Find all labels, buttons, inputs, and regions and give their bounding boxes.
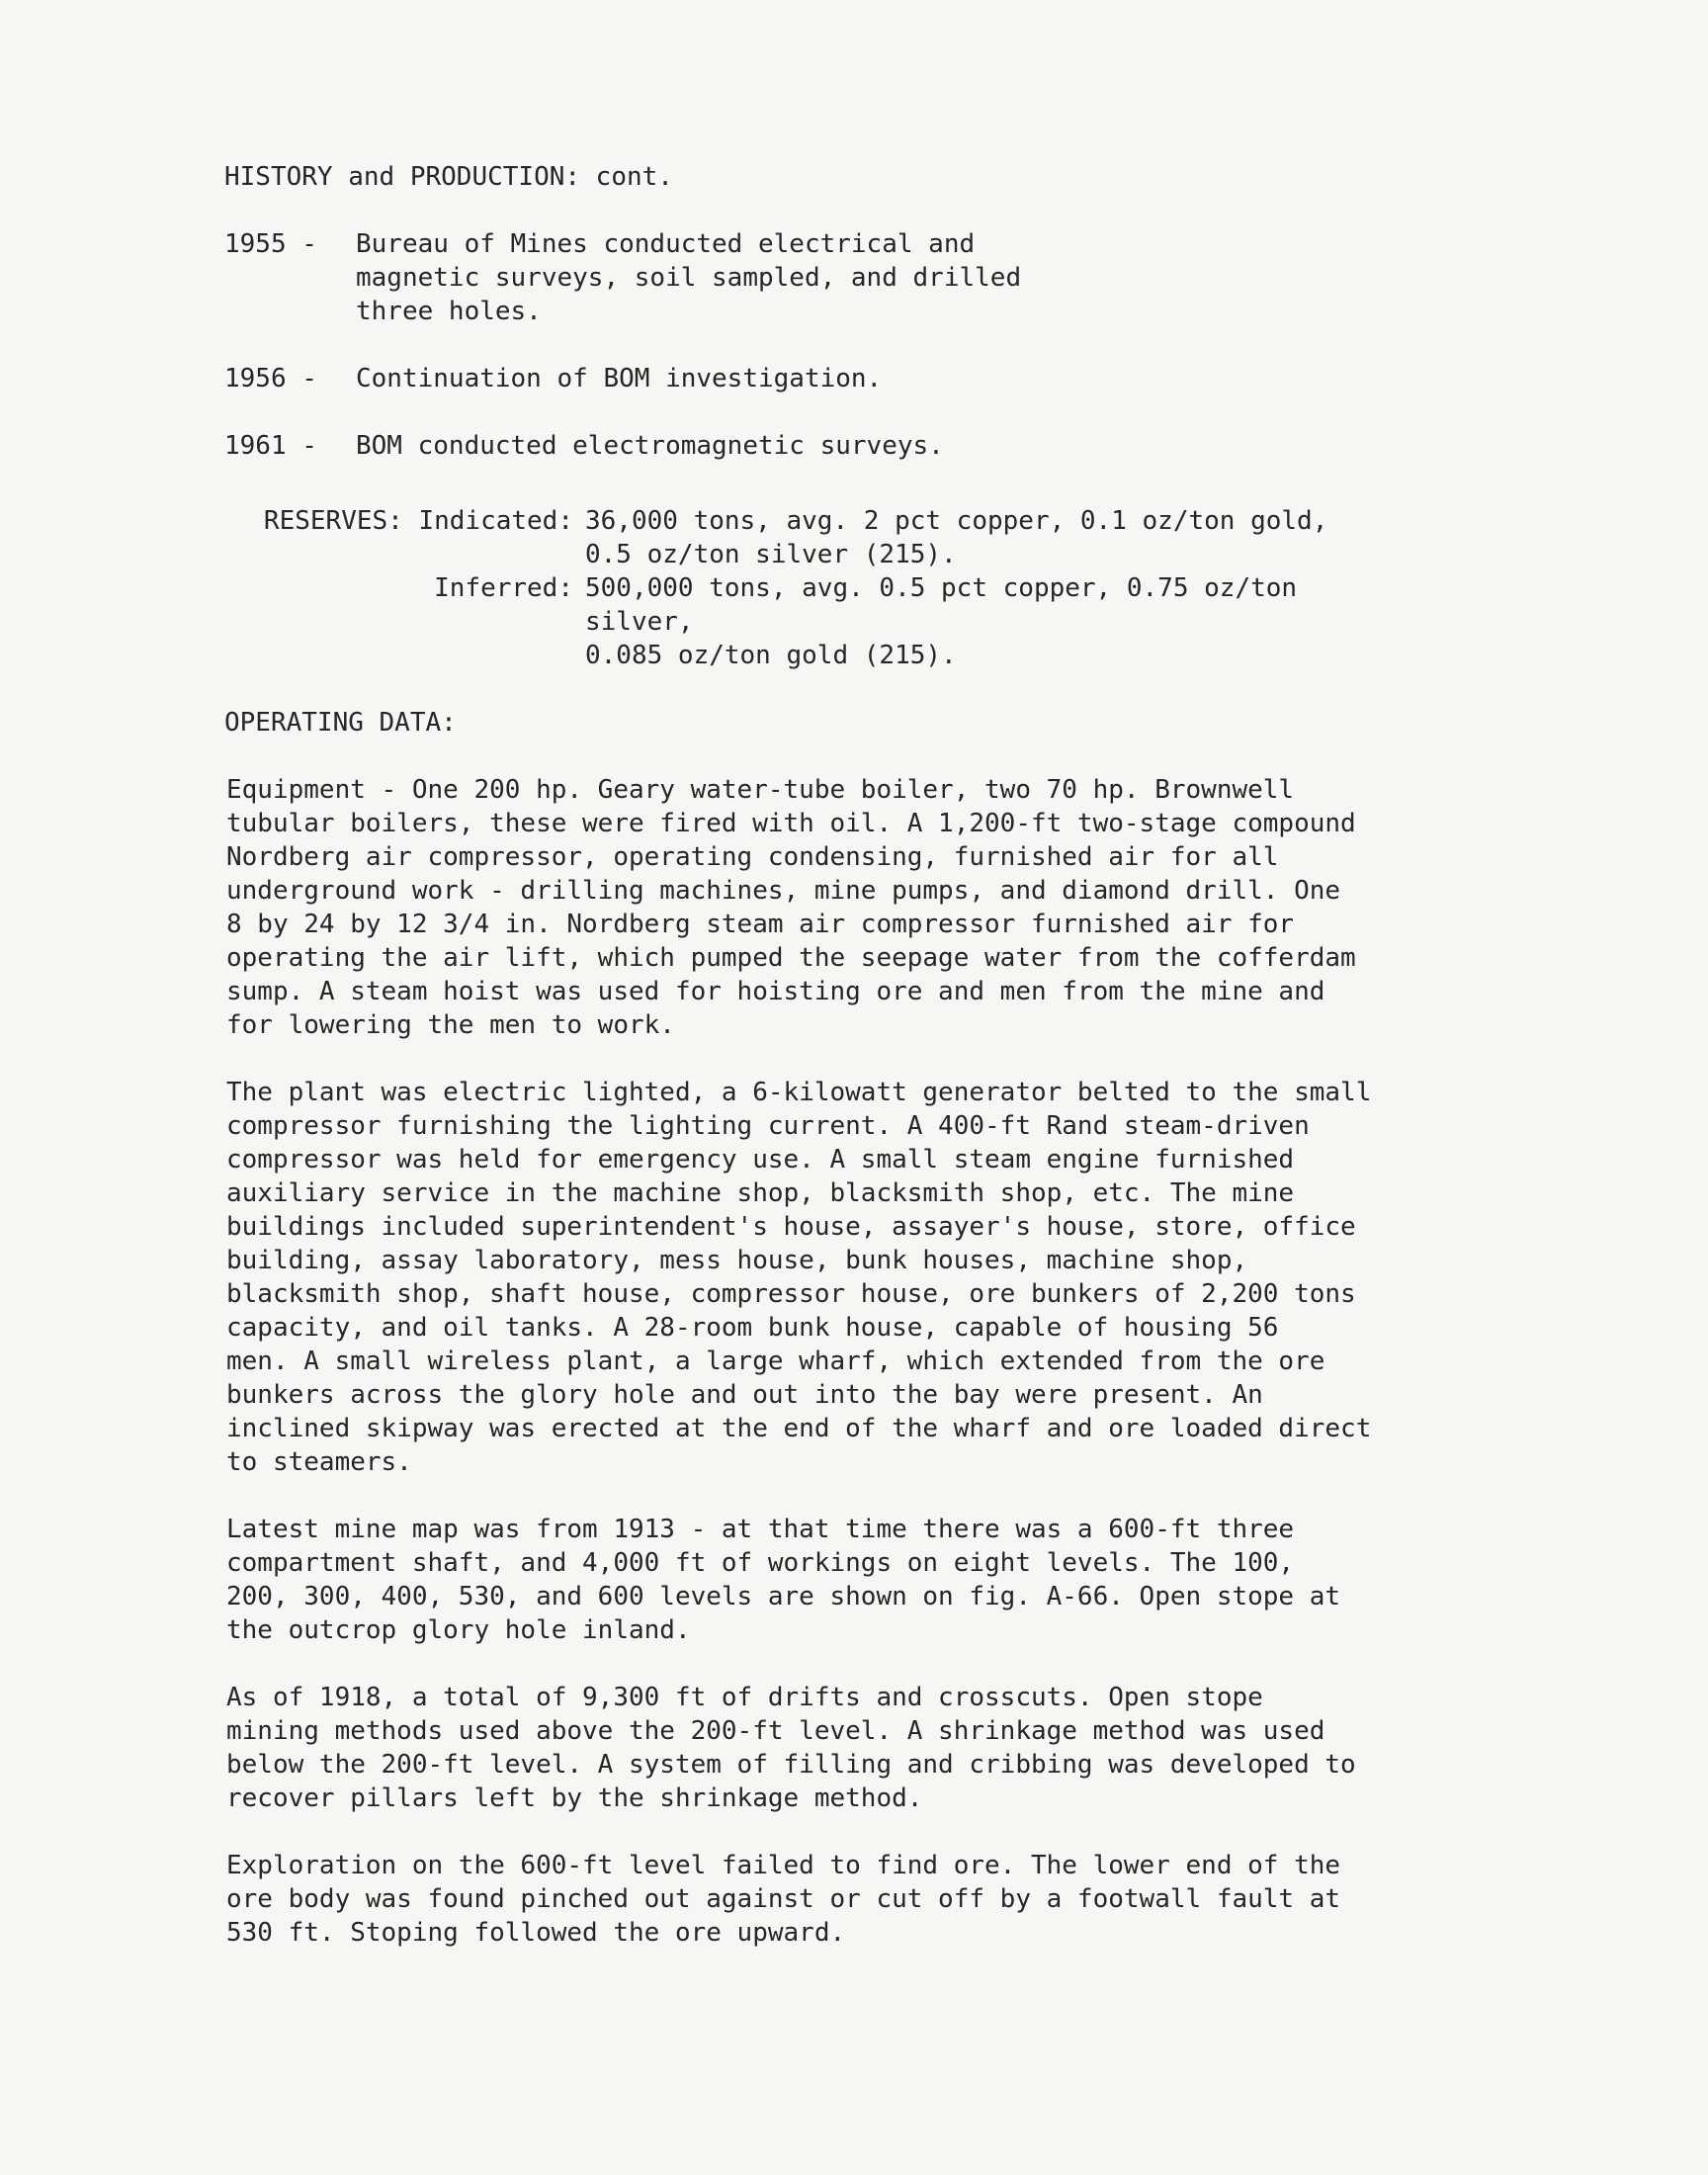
- exploration-paragraph: Exploration on the 600-ft level failed to find ore. The lower end of the ore body was found pinched out against or cut off by a footwall fault at 530 ft. Stoping followed the ore upward.: [226, 1851, 1341, 1948]
- operating-data-heading: OPERATING DATA:: [224, 708, 457, 738]
- mine-map-paragraph: Latest mine map was from 1913 - at that time there was a 600-ft three compartment shaft, and 4,000 ft of workings on eight levels. The 100, 200, 300, 400, 530, and 600 levels are shown on fig. A-66. Open stope at the outcrop glory hole inland.: [226, 1515, 1341, 1645]
- history-entry: [224, 227, 1509, 328]
- reserves-indicated-value: 36,000 tons, avg. 2 pct copper, 0.1 oz/ton gold, 0.5 oz/ton silver (215).: [585, 506, 1328, 569]
- history-entry: [224, 362, 1509, 395]
- history-text: BOM conducted electromagnetic surveys.: [356, 431, 944, 461]
- history-heading: HISTORY and PRODUCTION: cont.: [224, 162, 673, 192]
- history-year: 1956 -: [224, 364, 317, 393]
- equipment-paragraph: Equipment - One 200 hp. Geary water-tube boiler, two 70 hp. Brownwell tubular boilers, these were fired with oil. A 1,200-ft two-stage compound Nordberg air compressor, operating condensing, furnished air for all underground work - drilling machines, mine pumps, and diamond drill. One 8 by 24 by 12 3/4 in. Nordberg steam air compressor furnished air for operating the air lift, which pumped the seepage water from the cofferdam sump. A steam hoist was used for hoisting ore and men from the mine and for lowering the men to work.: [226, 775, 1356, 1040]
- history-year: 1955 -: [224, 229, 317, 259]
- reserves-block: [224, 504, 1509, 672]
- history-text: Bureau of Mines conducted electrical and magnetic surveys, soil sampled, and drilled three holes.: [356, 229, 1022, 326]
- history-year: 1961 -: [224, 431, 317, 461]
- history-entry: [224, 429, 1509, 463]
- reserves-inferred-label: Inferred:: [434, 573, 573, 603]
- history-text: Continuation of BOM investigation.: [356, 364, 883, 393]
- reserves-indicated-label: RESERVES: Indicated:: [263, 506, 573, 536]
- plant-paragraph: The plant was electric lighted, a 6-kilowatt generator belted to the small compressor furnishing the lighting current. A 400-ft Rand steam-driven compressor was held for emergency use. A small steam engine furnished auxiliary service in the machine shop, blacksmith shop, etc. The mine buildings included superintendent's house, assayer's house, store, office building, assay laboratory, mess house, bunk houses, machine shop, blacksmith shop, shaft house, compressor house, ore bunkers of 2,200 tons capacity, and oil tanks. A 28-room bunk house, capable of housing 56 men. A small wireless plant, a large wharf, which extended from the ore bunkers across the glory hole and out into the bay were present. An inclined skipway was erected at the end of the wharf and ore loaded direct to steamers.: [226, 1078, 1372, 1477]
- document-body: [224, 160, 1509, 1983]
- reserves-inferred-value: 500,000 tons, avg. 0.5 pct copper, 0.75 oz/ton silver, 0.085 oz/ton gold (215).: [585, 573, 1298, 670]
- workings-paragraph: As of 1918, a total of 9,300 ft of drifts and crosscuts. Open stope mining methods used above the 200-ft level. A shrinkage method was used below the 200-ft level. A system of filling and cribbing was developed to recover pillars left by the shrinkage method.: [226, 1683, 1356, 1813]
